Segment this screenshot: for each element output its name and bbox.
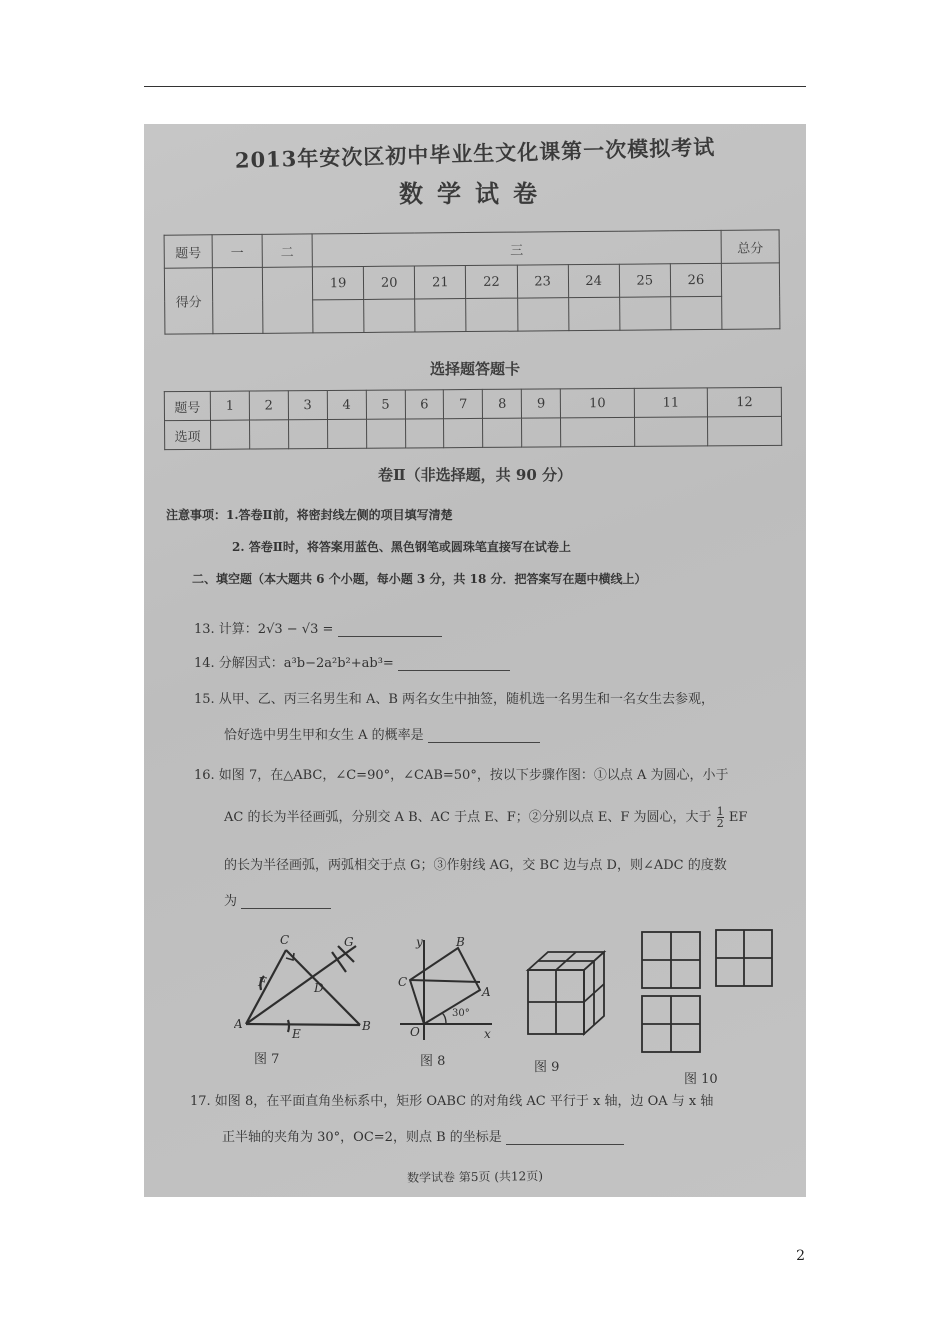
question-15-text: 恰好选中男生甲和女生 A 的概率是 <box>224 728 424 743</box>
fig8-label-angle: 30° <box>452 1008 470 1019</box>
answer-num: 3 <box>288 391 327 420</box>
question-17-text: 正半轴的夹角为 30°，OC=2，则点 B 的坐标是 <box>222 1130 502 1145</box>
fig8-label-a: A <box>482 985 491 999</box>
fig8-label-c: C <box>398 975 408 989</box>
question-15-line1: 15. 从甲、乙、丙三名男生和 A、B 两名女生中抽签，随机选一名男生和一名女生去参观， <box>194 692 715 707</box>
answer-num: 2 <box>249 391 288 420</box>
answer-blank-17[interactable] <box>506 1131 624 1145</box>
fraction-denominator: 2 <box>716 817 724 830</box>
score-qnum: 26 <box>670 263 721 296</box>
figure-8-coordinate-rectangle <box>396 934 496 1044</box>
fig8-label-y: y <box>416 935 423 949</box>
fraction-one-half <box>717 806 724 829</box>
fig7-label-c: C <box>280 933 290 947</box>
score-cell[interactable] <box>619 297 670 330</box>
question-16-line1: 16. 如图 7，在△ABC，∠C=90°，∠CAB=50°，按以下步骤作图：①以点 A 为圆心，小于 <box>194 768 729 783</box>
answer-cell[interactable] <box>211 420 250 449</box>
question-14 <box>194 652 510 671</box>
answer-num: 11 <box>634 388 708 418</box>
score-cell[interactable] <box>517 298 568 331</box>
scanned-exam-page <box>144 124 806 1197</box>
question-17-line2 <box>222 1126 624 1145</box>
answer-num: 10 <box>560 388 634 418</box>
question-16-line4 <box>224 890 331 909</box>
score-table-header-row <box>164 230 779 268</box>
score-row-label: 题号 <box>164 235 212 268</box>
score-cell[interactable] <box>671 296 722 329</box>
score-qnum: 22 <box>466 265 517 298</box>
page-footer: 数学试卷 第5页 (共12页) <box>406 1169 544 1185</box>
answer-num: 9 <box>522 389 561 418</box>
answer-cell[interactable] <box>405 419 444 448</box>
fig8-label-o: O <box>410 1025 420 1039</box>
fig8-diagonal-ac <box>410 980 480 982</box>
notice-2: 2. 答卷Ⅱ时，将答案用蓝色、黑色钢笔或圆珠笔直接写在试卷上 <box>232 540 571 554</box>
answer-cell[interactable] <box>708 416 782 446</box>
figure-10-caption: 图 10 <box>684 1072 718 1087</box>
score-qnum: 23 <box>517 265 568 298</box>
question-16-text-a: AC 的长为半径画弧，分别交 A B、AC 于点 E、F；②分别以点 E、F 为圆心，大于 <box>224 810 712 825</box>
answer-cell[interactable] <box>444 418 483 447</box>
fig7-side-ab <box>246 1024 360 1025</box>
fig8-label-b: B <box>456 935 465 949</box>
score-cell[interactable] <box>466 298 517 331</box>
section-title: 二、填空题（本大题共 6 个小题，每小题 3 分，共 18 分．把答案写在题中横线上） <box>192 572 647 586</box>
answer-num: 8 <box>483 389 522 418</box>
answer-cell[interactable] <box>366 419 405 448</box>
score-col-one: 一 <box>212 234 262 267</box>
score-cell[interactable] <box>313 299 364 332</box>
answer-cell[interactable] <box>288 420 327 449</box>
fig8-label-x: x <box>484 1027 491 1041</box>
fig7-label-g: G <box>344 935 354 949</box>
fig8-angle-arc <box>442 1013 446 1024</box>
score-cell-one[interactable] <box>212 267 263 333</box>
fig7-label-d: D <box>314 981 324 995</box>
score-qnum: 21 <box>415 266 466 299</box>
score-col-three: 三 <box>312 230 721 267</box>
figure-7-triangle <box>234 924 394 1044</box>
figure-8-caption: 图 8 <box>420 1054 446 1069</box>
score-table <box>164 229 781 334</box>
answer-cell[interactable] <box>522 418 561 447</box>
answer-row-label: 题号 <box>164 391 210 420</box>
answer-cell[interactable] <box>327 419 366 448</box>
answer-num: 7 <box>444 389 483 418</box>
score-qnum: 19 <box>312 266 363 299</box>
score-qnum: 25 <box>619 264 670 297</box>
fraction-numerator: 1 <box>716 805 724 818</box>
question-17-line1: 17. 如图 8，在平面直角坐标系中，矩形 OABC 的对角线 AC 平行于 x 轴，边 OA 与 x 轴 <box>190 1094 714 1109</box>
question-16-line3: 的长为半径画弧，两弧相交于点 G；③作射线 AG，交 BC 边与点 D，则∠ADC 的度数 <box>224 858 727 873</box>
part2-heading: 卷Ⅱ（非选择题，共 90 分） <box>378 466 572 484</box>
answer-num: 6 <box>405 390 444 419</box>
figure-10-views <box>636 924 786 1064</box>
question-14-text: 14. 分解因式：a³b−2a²b²+ab³= <box>194 656 394 671</box>
question-16-text-b: EF <box>728 810 748 825</box>
figure-9-caption: 图 9 <box>534 1060 560 1075</box>
score-cell-two[interactable] <box>262 267 313 333</box>
answer-card-number-row <box>164 387 781 420</box>
answer-card-option-row <box>165 416 782 449</box>
score-table-numbers-row <box>164 263 779 301</box>
score-qnum: 24 <box>568 264 619 297</box>
score-row2-label: 得分 <box>164 268 213 334</box>
answer-cell[interactable] <box>249 420 288 449</box>
answer-num: 5 <box>366 390 405 419</box>
score-cell-total[interactable] <box>721 263 780 330</box>
score-col-total: 总分 <box>721 230 779 264</box>
exam-title: 2013年安次区初中毕业生文化课第一次模拟考试 <box>234 134 716 173</box>
score-cell[interactable] <box>415 299 466 332</box>
answer-num: 4 <box>327 390 366 419</box>
score-cell[interactable] <box>568 297 619 330</box>
answer-card-title: 选择题答题卡 <box>429 360 520 378</box>
page-number: 2 <box>796 1248 805 1264</box>
question-16-line2 <box>224 806 747 829</box>
question-13-text: 13. 计算：2√3 − √3 = <box>194 622 334 637</box>
answer-num: 1 <box>210 391 249 420</box>
question-15-line2 <box>224 724 540 743</box>
answer-cell[interactable] <box>483 418 522 447</box>
answer-blank-13[interactable] <box>338 623 442 637</box>
figure-7-caption: 图 7 <box>254 1052 280 1067</box>
fig7-label-b: B <box>362 1019 371 1033</box>
answer-blank-15[interactable] <box>428 729 540 743</box>
fig7-label-a: A <box>234 1017 243 1031</box>
question-13 <box>194 618 442 637</box>
fig7-arc-e <box>288 1020 289 1032</box>
score-col-two: 二 <box>262 234 312 267</box>
score-cell[interactable] <box>364 299 415 332</box>
fig7-label-f: F <box>258 975 267 989</box>
exam-subject: 数学试卷 <box>399 179 551 208</box>
header-rule <box>144 86 806 87</box>
score-qnum: 20 <box>363 266 414 299</box>
notice-1: 注意事项：1.答卷Ⅱ前，将密封线左侧的项目填写清楚 <box>166 508 453 522</box>
question-16-text-d: 为 <box>224 894 238 909</box>
answer-blank-16[interactable] <box>241 895 331 909</box>
answer-row2-label: 选项 <box>165 420 211 449</box>
answer-cell[interactable] <box>634 417 708 447</box>
fig7-label-e: E <box>292 1027 301 1041</box>
answer-cell[interactable] <box>561 417 635 447</box>
answer-blank-14[interactable] <box>398 657 510 671</box>
answer-card-table <box>164 387 782 450</box>
answer-num: 12 <box>708 387 782 417</box>
figure-9-cube-stack <box>522 944 612 1044</box>
